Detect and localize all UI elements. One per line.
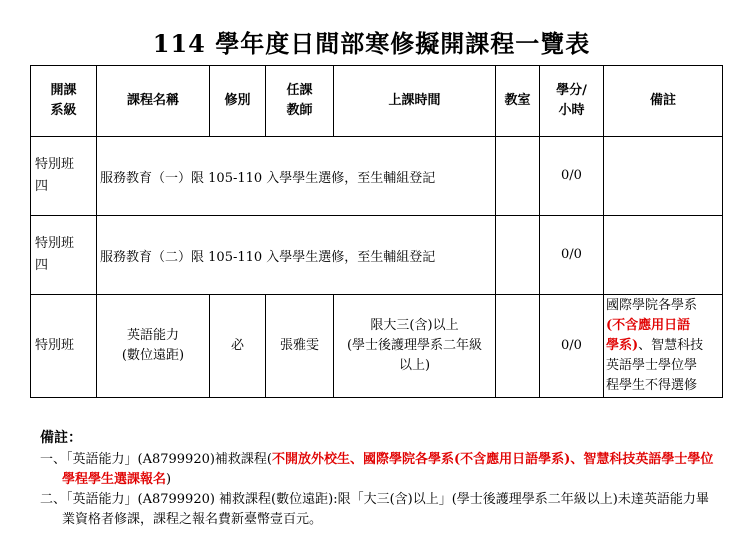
- footnote-1-highlight: 不開放外校生、國際學院各學系(不含應用日語學系)、智慧科技英語學士學位學程學生選課報名: [62, 452, 714, 487]
- dept-cell: 特別班 四: [31, 137, 97, 216]
- header-time: 上課時間: [334, 66, 496, 137]
- header-room: 教室: [496, 66, 540, 137]
- credits-cell: 0/0: [540, 216, 604, 295]
- restriction-text: 限 105-110 入學學生選修，至生輔組登記: [191, 170, 436, 186]
- table-row: [31, 295, 723, 398]
- header-course-name: 課程名稱: [97, 66, 210, 137]
- course-table: [30, 65, 723, 398]
- room-cell: [496, 137, 540, 216]
- footnote-2: 二、「英語能力」(A8799920) 補救課程(數位遠距):限「大三(含)以上」(學士後護理學系二年級以上)未達英語能力畢業資格者修課，課程之報名費新臺幣壹百元。: [40, 492, 709, 527]
- header-notes: 備註: [604, 66, 723, 137]
- course-cell: [97, 216, 496, 295]
- footnote-1: 一、「英語能力」(A8799920)補救課程(不開放外校生、國際學院各學系(不含應用日語學系)、智慧科技英語學士學位學程學生選課報名): [40, 452, 714, 487]
- course-cell: 英語能力 (數位遠距): [97, 295, 210, 398]
- dept-cell: 特別班: [31, 295, 97, 398]
- dept-cell: 特別班 四: [31, 216, 97, 295]
- credits-cell: 0/0: [540, 295, 604, 398]
- credits-cell: 0/0: [540, 137, 604, 216]
- page-title: 114 學年度日間部寒修擬開課程一覽表: [152, 29, 591, 58]
- room-cell: [496, 216, 540, 295]
- teacher-cell: 張雅雯: [266, 295, 334, 398]
- notes-cell: [604, 137, 723, 216]
- footnotes-title: 備註：: [40, 430, 82, 446]
- table-header-row: [31, 66, 723, 137]
- course-cell: [97, 137, 496, 216]
- table-row: [31, 137, 723, 216]
- room-cell: [496, 295, 540, 398]
- header-type: 修別: [210, 66, 266, 137]
- header-teacher: 任課 教師: [266, 66, 334, 137]
- type-cell: 必: [210, 295, 266, 398]
- footnotes: [40, 428, 720, 530]
- course-name: 服務教育（一）: [100, 170, 192, 186]
- notes-highlight: 學系): [606, 338, 639, 353]
- notes-cell: 國際學院各學系 (不含應用日語 學系)、智慧科技 英語學士學位學 程學生不得選修: [604, 295, 723, 398]
- header-dept: 開課 系級: [31, 66, 97, 137]
- time-cell: 限大三(含)以上 (學士後護理學系二年級 以上): [334, 295, 496, 398]
- notes-cell: [604, 216, 723, 295]
- header-credits: 學分/ 小時: [540, 66, 604, 137]
- table-row: [31, 216, 723, 295]
- restriction-text: 限 105-110 入學學生選修，至生輔組登記: [191, 249, 436, 265]
- course-name: 服務教育（二）: [100, 249, 192, 265]
- notes-highlight: (不含應用日語: [606, 318, 691, 333]
